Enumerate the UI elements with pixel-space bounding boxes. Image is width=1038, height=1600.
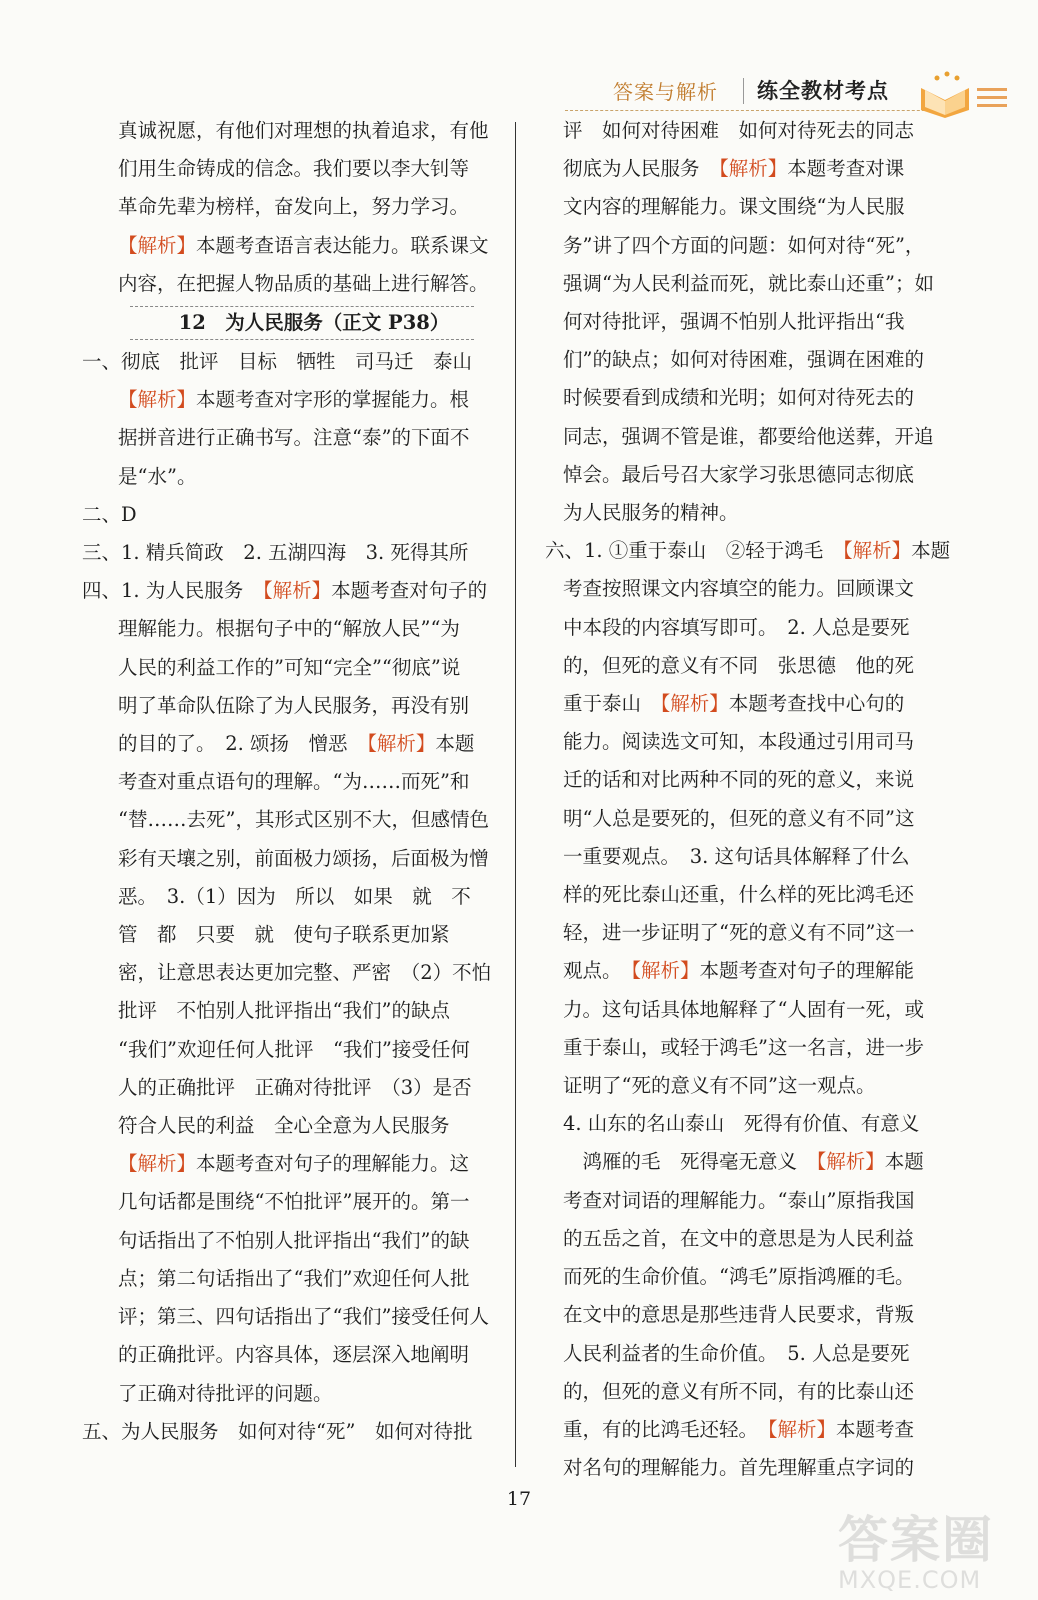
text-line: 观点。 【解析】本题考查对句子的理解能	[563, 959, 915, 983]
left-column	[82, 112, 500, 1451]
text-line: 理解能力。根据句子中的“解放人民”“为	[118, 617, 460, 641]
text-line: 六、1. ①重于泰山 ②轻于鸿毛 【解析】本题	[545, 539, 951, 563]
text-line: 迁的话和对比两种不同的死的意义，来说	[563, 768, 915, 792]
header-section-label: 答案与解析	[613, 80, 718, 104]
text-line: 12 为人民服务（正文 P38）	[130, 306, 474, 340]
text-line: 同志，强调不管是谁，都要给他送葬，开追	[563, 424, 934, 448]
text-line: 一重要观点。 3. 这句话具体解释了什么	[563, 844, 910, 868]
text-line: 彩有天壤之别，前面极力颂扬，后面极为憎	[118, 846, 489, 870]
analysis-tag: 【解析】	[118, 388, 197, 412]
text-line: “我们”欢迎任何人批评 “我们”接受任何	[118, 1037, 470, 1061]
analysis-tag: 【解析】	[367, 732, 436, 756]
text-line: 强调“为人民利益而死，就比泰山还重”；如	[563, 271, 934, 295]
text-line: 鸿雁的毛 死得毫无意义 【解析】本题	[563, 1150, 924, 1174]
analysis-tag: 【解析】	[842, 539, 912, 563]
text-line: 【解析】本题考查语言表达能力。联系课文	[118, 233, 489, 257]
text-line: 据拼音进行正确书写。注意“泰”的下面不	[118, 426, 470, 450]
text-line: 密，让意思表达更加完整、严密 （2）不怕	[118, 961, 492, 985]
text-line: 重于泰山 【解析】本题考查找中心句的	[563, 692, 905, 716]
text-line: 的五岳之首，在文中的意思是为人民利益	[563, 1226, 915, 1250]
header-decor-bars	[977, 88, 1007, 112]
text-line: 是“水”。	[118, 464, 197, 488]
text-line: 明了革命队伍除了为人民服务，再没有别	[118, 693, 470, 717]
text-line: 文内容的理解能力。课文围绕“为人民服	[563, 195, 905, 219]
text-line: 务”讲了四个方面的问题：如何对待“死”，	[563, 233, 925, 257]
text-line: 【解析】本题考查对字形的掌握能力。根	[118, 388, 470, 412]
text-line: 中本段的内容填写即可。 2. 人总是要死	[563, 615, 910, 639]
text-line: 在文中的意思是那些违背人民要求，背叛	[563, 1303, 915, 1327]
text-line: 三、1. 精兵简政 2. 五湖四海 3. 死得其所	[82, 541, 469, 565]
text-line: 的，但死的意义有不同 张思德 他的死	[563, 653, 915, 677]
analysis-tag: 【解析】	[262, 579, 332, 603]
text-line: 重，有的比鸿毛还轻。 【解析】本题考查	[563, 1417, 915, 1441]
text-line: 评；第三、四句话指出了“我们”接受任何人	[118, 1305, 489, 1329]
text-line: 恶。 3.（1）因为 所以 如果 就 不	[118, 884, 471, 908]
text-line: 为人民服务的精神。	[563, 501, 739, 525]
text-line: 而死的生命价值。“鸿毛”原指鸿雁的毛。	[563, 1265, 915, 1289]
text-line: 四、1. 为人民服务 【解析】本题考查对句子的	[82, 579, 488, 603]
analysis-tag: 【解析】	[118, 233, 197, 257]
text-line: 考查对词语的理解能力。“泰山”原指我国	[563, 1188, 915, 1212]
text-line: 的目的了。 2. 颂扬 憎恶 【解析】本题	[118, 732, 475, 756]
analysis-tag: 【解析】	[631, 959, 700, 983]
text-line: 证明了“死的意义有不同”这一观点。	[563, 1074, 876, 1098]
text-line: 何对待批评，强调不怕别人批评指出“我	[563, 310, 905, 334]
header-book-title: 练全教材考点	[757, 78, 889, 103]
text-line: 样的死比泰山还重，什么样的死比鸿毛还	[563, 883, 915, 907]
text-line: 的正确批评。内容具体，逐层深入地阐明	[118, 1343, 470, 1367]
text-line: 轻，进一步证明了“死的意义有不同”这一	[563, 921, 915, 945]
right-column	[545, 112, 951, 1487]
text-line: 真诚祝愿，有他们对理想的执着追求，有他	[118, 119, 489, 142]
text-line: 革命先辈为榜样，奋发向上，努力学习。	[118, 195, 470, 219]
watermark-logo	[838, 1500, 1028, 1592]
watermark-url: MXQE.COM	[838, 1566, 982, 1594]
text-line: 4. 山东的名山泰山 死得有价值、有意义	[563, 1112, 920, 1136]
page-number: 17	[506, 1488, 532, 1510]
header-dashed-line	[565, 110, 955, 111]
text-line: 二、D	[82, 502, 137, 526]
text-line: 彻底为人民服务 【解析】本题考查对课	[563, 157, 905, 181]
column-divider	[515, 122, 516, 1467]
text-line: 人的正确批评 正确对待批评 （3）是否	[118, 1075, 472, 1099]
analysis-tag: 【解析】	[767, 1417, 837, 1441]
text-line: 考查按照课文内容填空的能力。回顾课文	[563, 577, 915, 601]
text-line: 一、彻底 批评 目标 牺牲 司马迁 泰山	[82, 350, 473, 374]
analysis-tag: 【解析】	[719, 157, 788, 181]
text-line: “替……去死”，其形式区别不大，但感情色	[118, 808, 489, 832]
text-line: 的，但死的意义有所不同，有的比泰山还	[563, 1379, 915, 1403]
text-line: 力。这句话具体地解释了“人固有一死，或	[563, 997, 924, 1021]
text-line: 五、为人民服务 如何对待“死” 如何对待批	[82, 1419, 473, 1443]
text-line: 悼会。最后号召大家学习张思德同志彻底	[563, 462, 915, 486]
text-line: 能力。阅读选文可知，本段通过引用司马	[563, 730, 915, 754]
analysis-tag: 【解析】	[816, 1150, 885, 1174]
text-line: 了正确对待批评的问题。	[118, 1381, 333, 1405]
text-line: 明“人总是要死的，但死的意义有不同”这	[563, 806, 915, 830]
text-line: 重于泰山，或轻于鸿毛”这一名言，进一步	[563, 1035, 924, 1059]
text-line: 人民的利益工作的”可知“完全”“彻底”说	[118, 655, 461, 679]
text-line: 们用生命铸成的信念。我们要以李大钊等	[118, 157, 470, 181]
text-line: 们”的缺点；如何对待困难，强调在困难的	[563, 348, 924, 372]
text-line: 对名句的理解能力。首先理解重点字词的	[563, 1456, 915, 1480]
analysis-tag: 【解析】	[660, 692, 729, 716]
text-line: 时候要看到成绩和光明；如何对待死去的	[563, 386, 915, 410]
text-line: 考查对重点语句的理解。“为……而死”和	[118, 770, 470, 794]
text-line: 【解析】本题考查对句子的理解能力。这	[118, 1152, 470, 1176]
text-line: 评 如何对待困难 如何对待死去的同志	[563, 119, 915, 142]
text-line: 点；第二句话指出了“我们”欢迎任何人批	[118, 1266, 470, 1290]
text-line: 批评 不怕别人批评指出“我们”的缺点	[118, 999, 450, 1023]
text-line: 管 都 只要 就 使句子联系更加紧	[118, 923, 450, 947]
watermark-text: 答案圈	[838, 1511, 994, 1569]
text-line: 内容，在把握人物品质的基础上进行解答。	[118, 271, 489, 295]
text-line: 符合人民的利益 全心全意为人民服务	[118, 1114, 450, 1138]
header-separator	[743, 78, 744, 104]
text-line: 几句话都是围绕“不怕批评”展开的。第一	[118, 1190, 470, 1214]
text-line: 句话指出了不怕别人批评指出“我们”的缺	[118, 1228, 470, 1252]
text-line: 人民利益者的生命价值。 5. 人总是要死	[563, 1341, 910, 1365]
analysis-tag: 【解析】	[118, 1152, 197, 1176]
